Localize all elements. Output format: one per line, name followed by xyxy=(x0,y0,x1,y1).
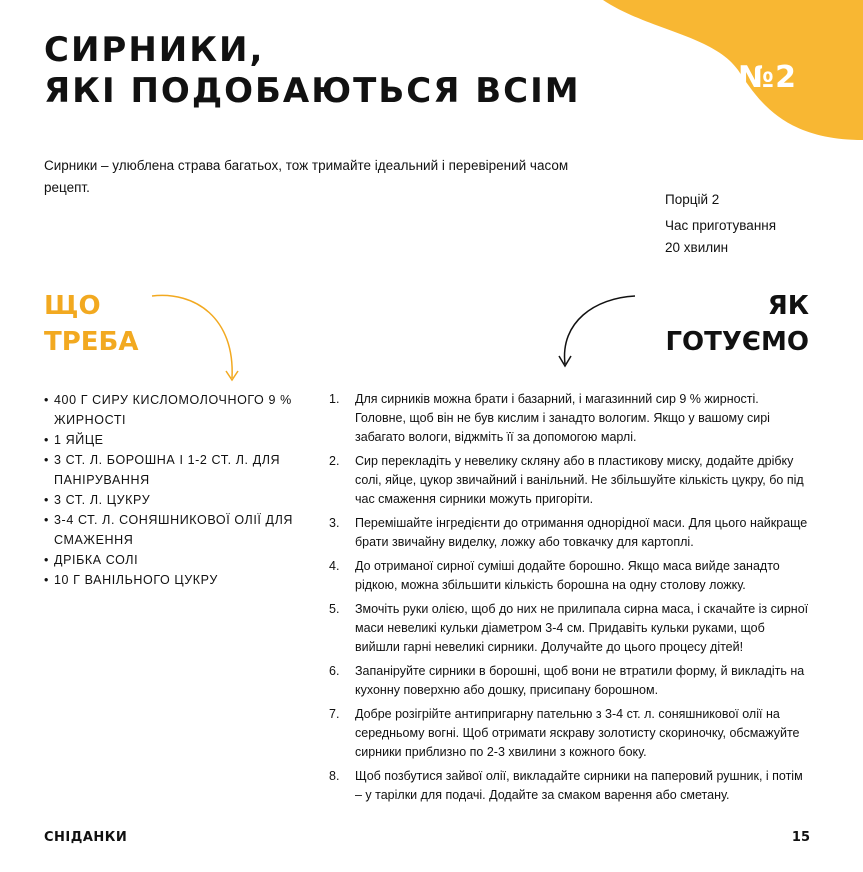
step-number: 5. xyxy=(329,602,340,616)
step-text: До отриманої сирної суміші додайте борошно. Якщо маса вийде занадто рідкою, можна збільшити кількість борошна на одну столову ложку. xyxy=(355,559,780,592)
recipe-number: №2 xyxy=(738,60,797,95)
ingredient-item: • ДРІБКА СОЛІ xyxy=(44,550,294,570)
steps-list xyxy=(325,390,813,810)
step-number: 1. xyxy=(329,392,340,406)
method-heading-line-1: ЯК xyxy=(767,291,809,321)
method-heading-line-2: ГОТУЄМО xyxy=(665,327,809,357)
step-text: Сир перекладіть у невелику скляну або в пластикову миску, додайте дрібку солі, яйце, цукор звичайний і ванільний. Не збільшуйте кількість цукру, бо під час смаження сирники можуть пригоріти. xyxy=(355,454,804,506)
ingredients-list xyxy=(44,390,294,590)
step-item xyxy=(325,390,813,447)
ingredients-heading xyxy=(44,288,139,360)
time-value: 20 хвилин xyxy=(665,240,729,255)
step-text: Змочіть руки олією, щоб до них не прилипала сирна маса, і скачайте із сирної маси невеликі кульки діаметром 3-4 см. Придавіть кульки руками, щоб вийшли гарні невеликі сирники. Долучайте до цього процесу дітей! xyxy=(355,602,809,654)
step-number: 6. xyxy=(329,664,340,678)
ingredients-heading-line-1: ЩО xyxy=(44,291,101,321)
ingredient-item: • 10 Г ВАНІЛЬНОГО ЦУКРУ xyxy=(44,570,294,590)
step-number: 4. xyxy=(329,559,340,573)
step-number: 3. xyxy=(329,516,340,530)
recipe-meta xyxy=(665,189,776,259)
yellow-arrow-icon xyxy=(150,293,250,393)
page-number: 15 xyxy=(791,830,810,845)
step-text: Добре розігрійте антипригарну пательню з 3-4 ст. л. соняшникової олії на середньому вогні. Щоб отримати яскраву золотисту скориночку, обсмажуйте сирники приблизно по 2-3 хвилини з кожного боку. xyxy=(355,707,800,759)
time-label: Час приготування xyxy=(665,218,777,233)
title-line-1: СИРНИКИ, xyxy=(44,30,265,70)
step-text: Перемішайте інгредієнти до отримання однорідної маси. Для цього найкраще брати звичайну виделку, ложку або товкачку для картоплі. xyxy=(355,516,808,549)
ingredient-item: • 1 ЯЙЦЕ xyxy=(44,430,294,450)
step-item xyxy=(325,705,813,762)
method-heading xyxy=(665,288,809,360)
step-item xyxy=(325,514,813,552)
step-item xyxy=(325,767,813,805)
step-item xyxy=(325,662,813,700)
ingredient-item: • 3 СТ. Л. ЦУКРУ xyxy=(44,490,294,510)
intro-text: Сирники – улюблена страва багатьох, тож тримайте ідеальний і перевірений часом рецепт. xyxy=(44,158,569,195)
title-line-2: ЯКІ ПОДОБАЮТЬСЯ ВСІМ xyxy=(44,71,581,111)
footer-section: СНІДАНКИ xyxy=(44,830,128,845)
decorative-yellow-shape xyxy=(563,0,863,150)
ingredients-heading-line-2: ТРЕБА xyxy=(44,327,139,357)
step-item xyxy=(325,452,813,509)
ingredient-item: • 3 СТ. Л. БОРОШНА І 1-2 СТ. Л. ДЛЯ ПАНІРУВАННЯ xyxy=(44,450,294,490)
step-item xyxy=(325,600,813,657)
step-number: 2. xyxy=(329,454,340,468)
step-text: Для сирників можна брати і базарний, і магазинний сир 9 % жирності. Головне, щоб він не був кислим і занадто вологим. Якщо у вашому сирі забагато вологи, віджміть її за допомогою марлі. xyxy=(355,392,770,444)
step-number: 8. xyxy=(329,769,340,783)
page-title xyxy=(44,30,581,112)
step-item xyxy=(325,557,813,595)
step-text: Запаніруйте сирники в борошні, щоб вони не втратили форму, й викладіть на кухонну поверхню або дошку, присипану борошном. xyxy=(355,664,805,697)
black-arrow-icon xyxy=(555,292,640,372)
servings: Порцій 2 xyxy=(665,192,720,207)
ingredient-item: • 400 Г СИРУ КИСЛОМОЛОЧНОГО 9 % ЖИРНОСТІ xyxy=(44,390,294,430)
step-text: Щоб позбутися зайвої олії, викладайте сирники на паперовий рушник, і потім – у тарілки для подачі. Додайте за смаком варення або сметану. xyxy=(355,769,803,802)
step-number: 7. xyxy=(329,707,340,721)
ingredient-item: • 3-4 СТ. Л. СОНЯШНИКОВОЇ ОЛІЇ ДЛЯ СМАЖЕННЯ xyxy=(44,510,294,550)
